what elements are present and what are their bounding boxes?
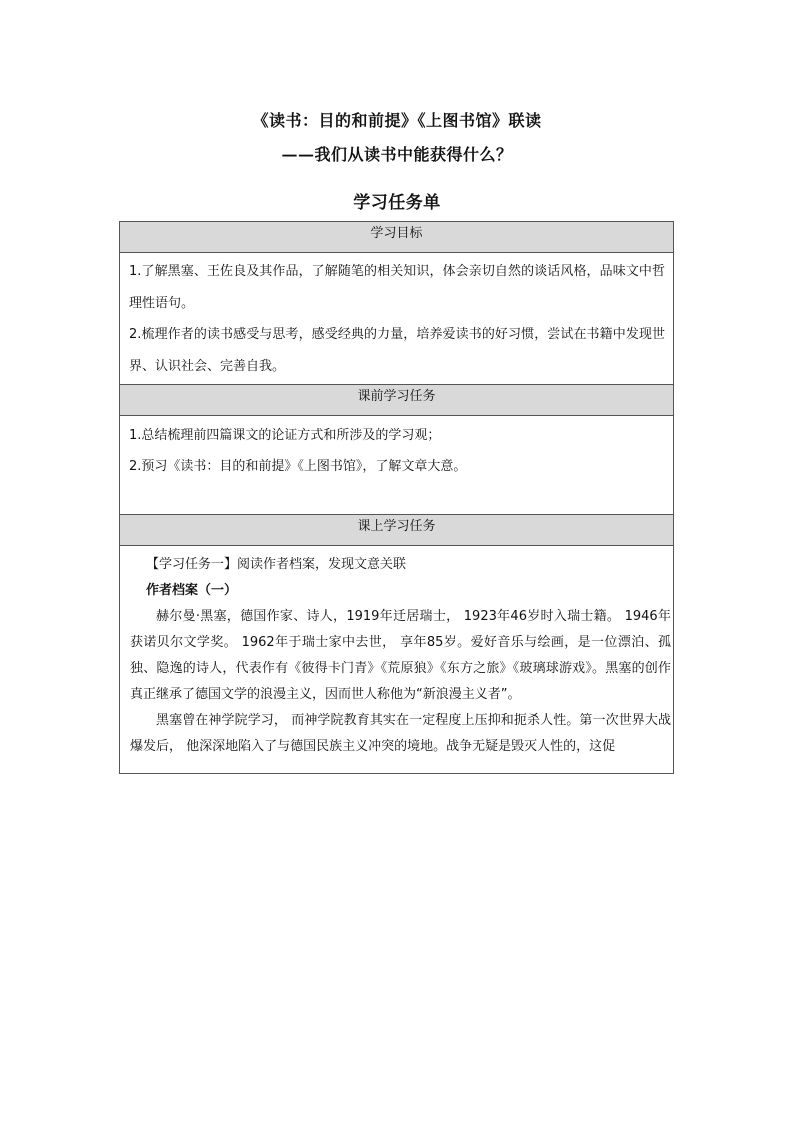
pre-class-list — [120, 416, 673, 482]
document-subtitle: ——我们从读书中能获得什么？ — [281, 145, 513, 164]
task-sheet-table — [119, 221, 674, 774]
profile-paragraph: 黑塞曾在神学院学习， 而神学院教育其实在一定程度上压抑和扼杀人性。第一次世界大战爆发后， 他深深地陷入了与德国民族主义冲突的境地。战争无疑是毁灭人性的，这促 — [130, 713, 671, 754]
task-label: 【学习任务一】阅读作者档案，发现文意关联 — [146, 557, 407, 572]
in-class-content — [120, 546, 673, 773]
goals-header: 学习目标 — [120, 222, 674, 253]
document-title: 《读书：目的和前提》《上图书馆》联读 — [252, 111, 542, 130]
in-class-cell — [120, 546, 674, 774]
pre-class-cell — [120, 416, 674, 515]
goals-list — [120, 253, 673, 384]
profile-paragraph: 赫尔曼·黑塞，德国作家、诗人，1919年迁居瑞士， 1923年46岁时入瑞士籍。 1946年获诺贝尔文学奖。 1962年于瑞士家中去世， 享年85岁。爱好音乐与绘画，是一位漂泊、孤独、隐逸的诗人，代表作有《彼得卡门青》《荒原狼》《东方之旅》《玻璃球游戏》。黑塞的创作真正继承了德国文学的浪漫主义，因而世人称他为“新浪漫主义者”。 — [130, 609, 671, 702]
goals-cell — [120, 253, 674, 385]
pre-class-item: 1.总结梳理前四篇课文的论证方式和所涉及的学习观； — [129, 428, 441, 443]
goal-item: 2.梳理作者的读书感受与思考，感受经典的力量，培养爱读书的好习惯，尝试在书籍中发现世界、认识社会、完善自我。 — [129, 327, 665, 374]
in-class-header: 课上学习任务 — [120, 515, 674, 546]
sheet-title: 学习任务单 — [353, 193, 441, 213]
author-profile-title: 作者档案（一） — [146, 583, 238, 598]
pre-class-header: 课前学习任务 — [120, 385, 674, 416]
goal-item: 1.了解黑塞、王佐良及其作品，了解随笔的相关知识，体会亲切自然的谈话风格，品味文中哲理性语句。 — [129, 264, 665, 311]
pre-class-item: 2.预习《读书：目的和前提》《上图书馆》，了解文章大意。 — [129, 459, 467, 474]
